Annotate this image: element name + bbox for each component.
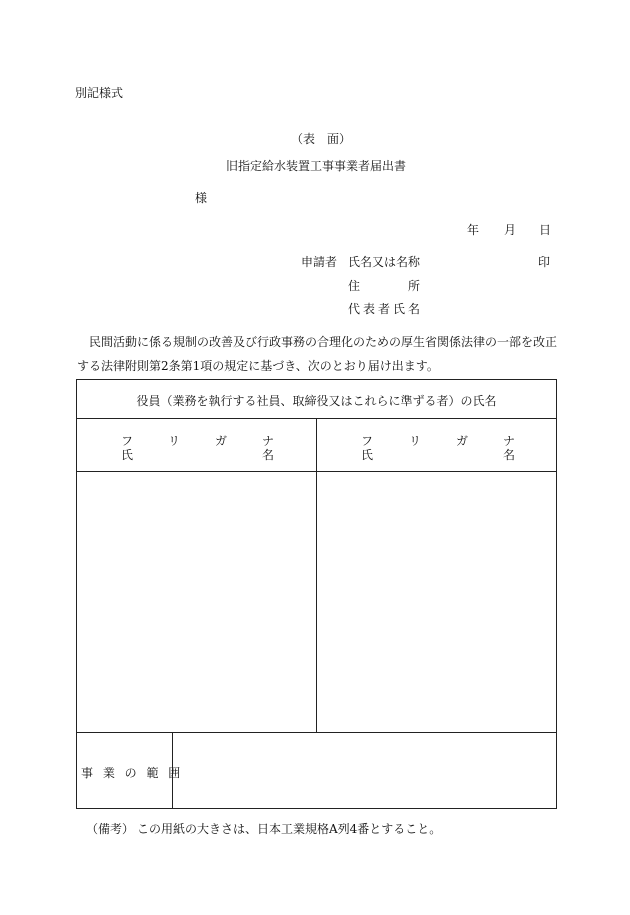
name-char: 氏: [361, 448, 374, 462]
date-month: 月: [504, 223, 517, 237]
date-day: 日: [539, 223, 552, 237]
applicant-name-label: 氏名又は名称: [348, 255, 421, 269]
furigana-char: ガ: [456, 434, 469, 448]
scope-field[interactable]: [173, 733, 556, 808]
applicant-label: 申請者: [301, 255, 338, 269]
applicant-address-label-2: 所: [408, 279, 421, 293]
applicant-rep-label: 代表者氏名: [348, 302, 424, 316]
furigana-char: ナ: [262, 434, 275, 448]
name-char: 氏: [121, 448, 134, 462]
furigana-char: フ: [121, 434, 134, 448]
table-header-text: 役員（業務を執行する社員、取締役又はこれらに準ずる者）の氏名: [136, 394, 497, 408]
furigana-char: ナ: [503, 434, 516, 448]
date-year: 年: [467, 223, 480, 237]
scope-label: 事 業 の 範 囲: [81, 766, 184, 780]
applicant-address-label-1: 住: [348, 279, 361, 293]
furigana-char: リ: [409, 434, 422, 448]
form-title: 旧指定給水装置工事事業者届出書: [226, 159, 407, 173]
furigana-char: フ: [361, 434, 374, 448]
note-text: この用紙の大きさは、日本工業規格A列4番とすること。: [137, 822, 442, 836]
side-label: （表 面）: [291, 132, 352, 146]
form-label: 別記様式: [75, 86, 124, 100]
officer-name-field-left[interactable]: [77, 472, 316, 732]
furigana-char: リ: [168, 434, 181, 448]
addressee-suffix: 様: [195, 191, 208, 205]
officer-name-field-right[interactable]: [317, 472, 556, 732]
name-char: 名: [262, 448, 275, 462]
seal-mark: 印: [538, 255, 551, 269]
body-paragraph: 民間活動に係る規制の改善及び行政事務の合理化のための厚生省関係法律の一部を改正する法律附則第2条第1項の規定に基づき、次のとおり届け出ます。: [77, 335, 558, 373]
note-label: （備考）: [86, 822, 135, 836]
name-char: 名: [503, 448, 516, 462]
furigana-char: ガ: [215, 434, 228, 448]
